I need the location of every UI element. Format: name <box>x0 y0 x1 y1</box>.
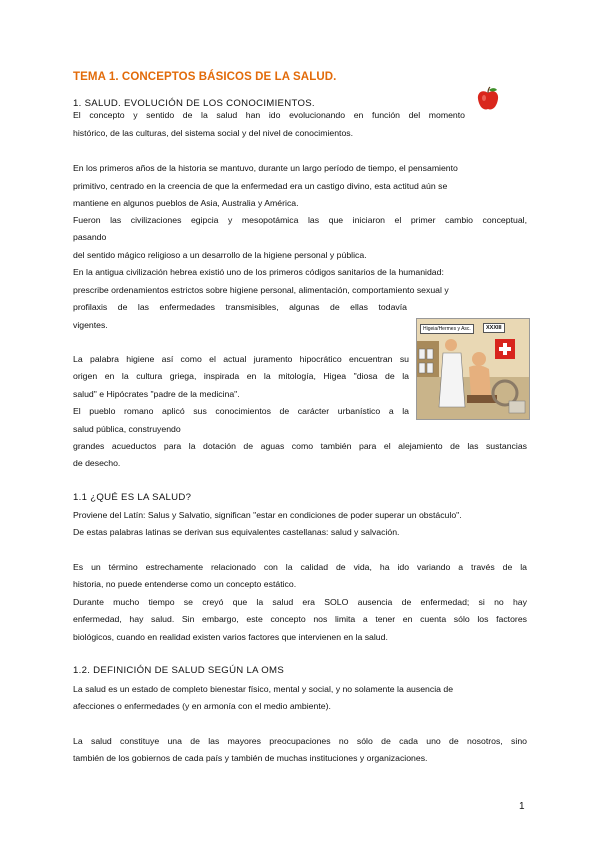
paragraph-line: prescribe ordenamientos estrictos sobre higiene personal, alimentación, comportamiento sexual y <box>73 285 449 295</box>
paragraph-line: salud pública, construyendo <box>73 424 181 434</box>
paragraph-line: En la antigua civilización hebrea existió uno de los primeros códigos sanitarios de la humanidad: <box>73 267 444 277</box>
paragraph-line: grandes acueductos para la dotación de aguas como también para el alejamiento de las sustancias <box>73 441 527 451</box>
paragraph-line: La salud constituye una de las mayores preocupaciones no sólo de cada uno de nosotros, sino <box>73 736 527 746</box>
illustration-scene <box>417 319 529 419</box>
illustration-sign: XXXIII <box>483 323 505 333</box>
paragraph-line: En los primeros años de la historia se mantuvo, durante un largo período de tiempo, el pensamiento <box>73 163 458 173</box>
paragraph-line: afecciones o enfermedades (y en armonía con el medio ambiente). <box>73 701 331 711</box>
paragraph-line: biológicos, cuando en realidad existen varios factores que intervienen en la salud. <box>73 632 388 642</box>
paragraph-line: histórico, de las culturas, del sistema social y del nivel de conocimientos. <box>73 128 354 138</box>
illustration-caption: Higeia/Hermes y Asc. <box>420 324 474 334</box>
paragraph-line: de desecho. <box>73 458 121 468</box>
paragraph-line: salud" e Hipócrates "padre de la medicina". <box>73 389 240 399</box>
paragraph-line: enfermedad, hay salud. Sin embargo, este concepto nos limita a tener en cuenta sólo los factores <box>73 614 527 624</box>
section-1-2-heading: 1.2. DEFINICIÓN DE SALUD SEGÚN LA OMS <box>73 665 285 676</box>
paragraph-line: Es un término estrechamente relacionado con la calidad de vida, ha ido variando a través de la <box>73 562 527 572</box>
paragraph-line: vigentes. <box>73 320 108 330</box>
section-1-1-heading: 1.1 ¿QUÉ ES LA SALUD? <box>73 492 192 503</box>
page-number: 1 <box>519 801 525 812</box>
section-1-heading: 1. SALUD. EVOLUCIÓN DE LOS CONOCIMIENTOS. <box>73 98 315 109</box>
paragraph-line: origen en la cultura griega, inspirada en la mitología, Higea "diosa de la <box>73 371 409 381</box>
paragraph-line: La palabra higiene así como el actual juramento hipocrático encuentran su <box>73 354 409 364</box>
paragraph-line: El pueblo romano aplicó sus conocimientos de carácter urbanístico a la <box>73 406 409 416</box>
paragraph-line: del sentido mágico religioso a un desarrollo de la higiene personal y pública. <box>73 250 367 260</box>
paragraph-line: también de los gobiernos de cada país y también de muchas instituciones y organizaciones. <box>73 753 428 763</box>
paragraph-line: El concepto y sentido de la salud han ido evolucionando en función del momento <box>73 110 465 120</box>
paragraph-line: Proviene del Latín: Salus y Salvatio, significan "estar en condiciones de poder superar un obstáculo". <box>73 510 462 520</box>
paragraph-line: pasando <box>73 232 107 242</box>
paragraph-line: La salud es un estado de completo bienestar físico, mental y social, y no solamente la ausencia de <box>73 684 454 694</box>
hippocrates-illustration <box>416 318 530 420</box>
paragraph-line: Durante mucho tiempo se creyó que la salud era SOLO ausencia de enfermedad; si no hay <box>73 597 527 607</box>
paragraph-line: mantiene en algunos pueblos de Asia, Australia y América. <box>73 198 299 208</box>
paragraph-line: primitivo, centrado en la creencia de que la enfermedad era un castigo divino, esta actitud aún se <box>73 181 448 191</box>
apple-icon <box>476 86 500 112</box>
document-title: TEMA 1. CONCEPTOS BÁSICOS DE LA SALUD. <box>73 71 337 83</box>
paragraph-line: Fueron las civilizaciones egipcia y mesopotámica las que iniciaron el primer cambio conceptual, <box>73 215 527 225</box>
paragraph-line: historia, no puede entenderse como un concepto estático. <box>73 579 297 589</box>
paragraph-line: profilaxis de las enfermedades transmisibles, algunas de ellas todavía <box>73 302 407 312</box>
paragraph-line: De estas palabras latinas se derivan sus equivalentes castellanas: salud y salvación. <box>73 527 400 537</box>
